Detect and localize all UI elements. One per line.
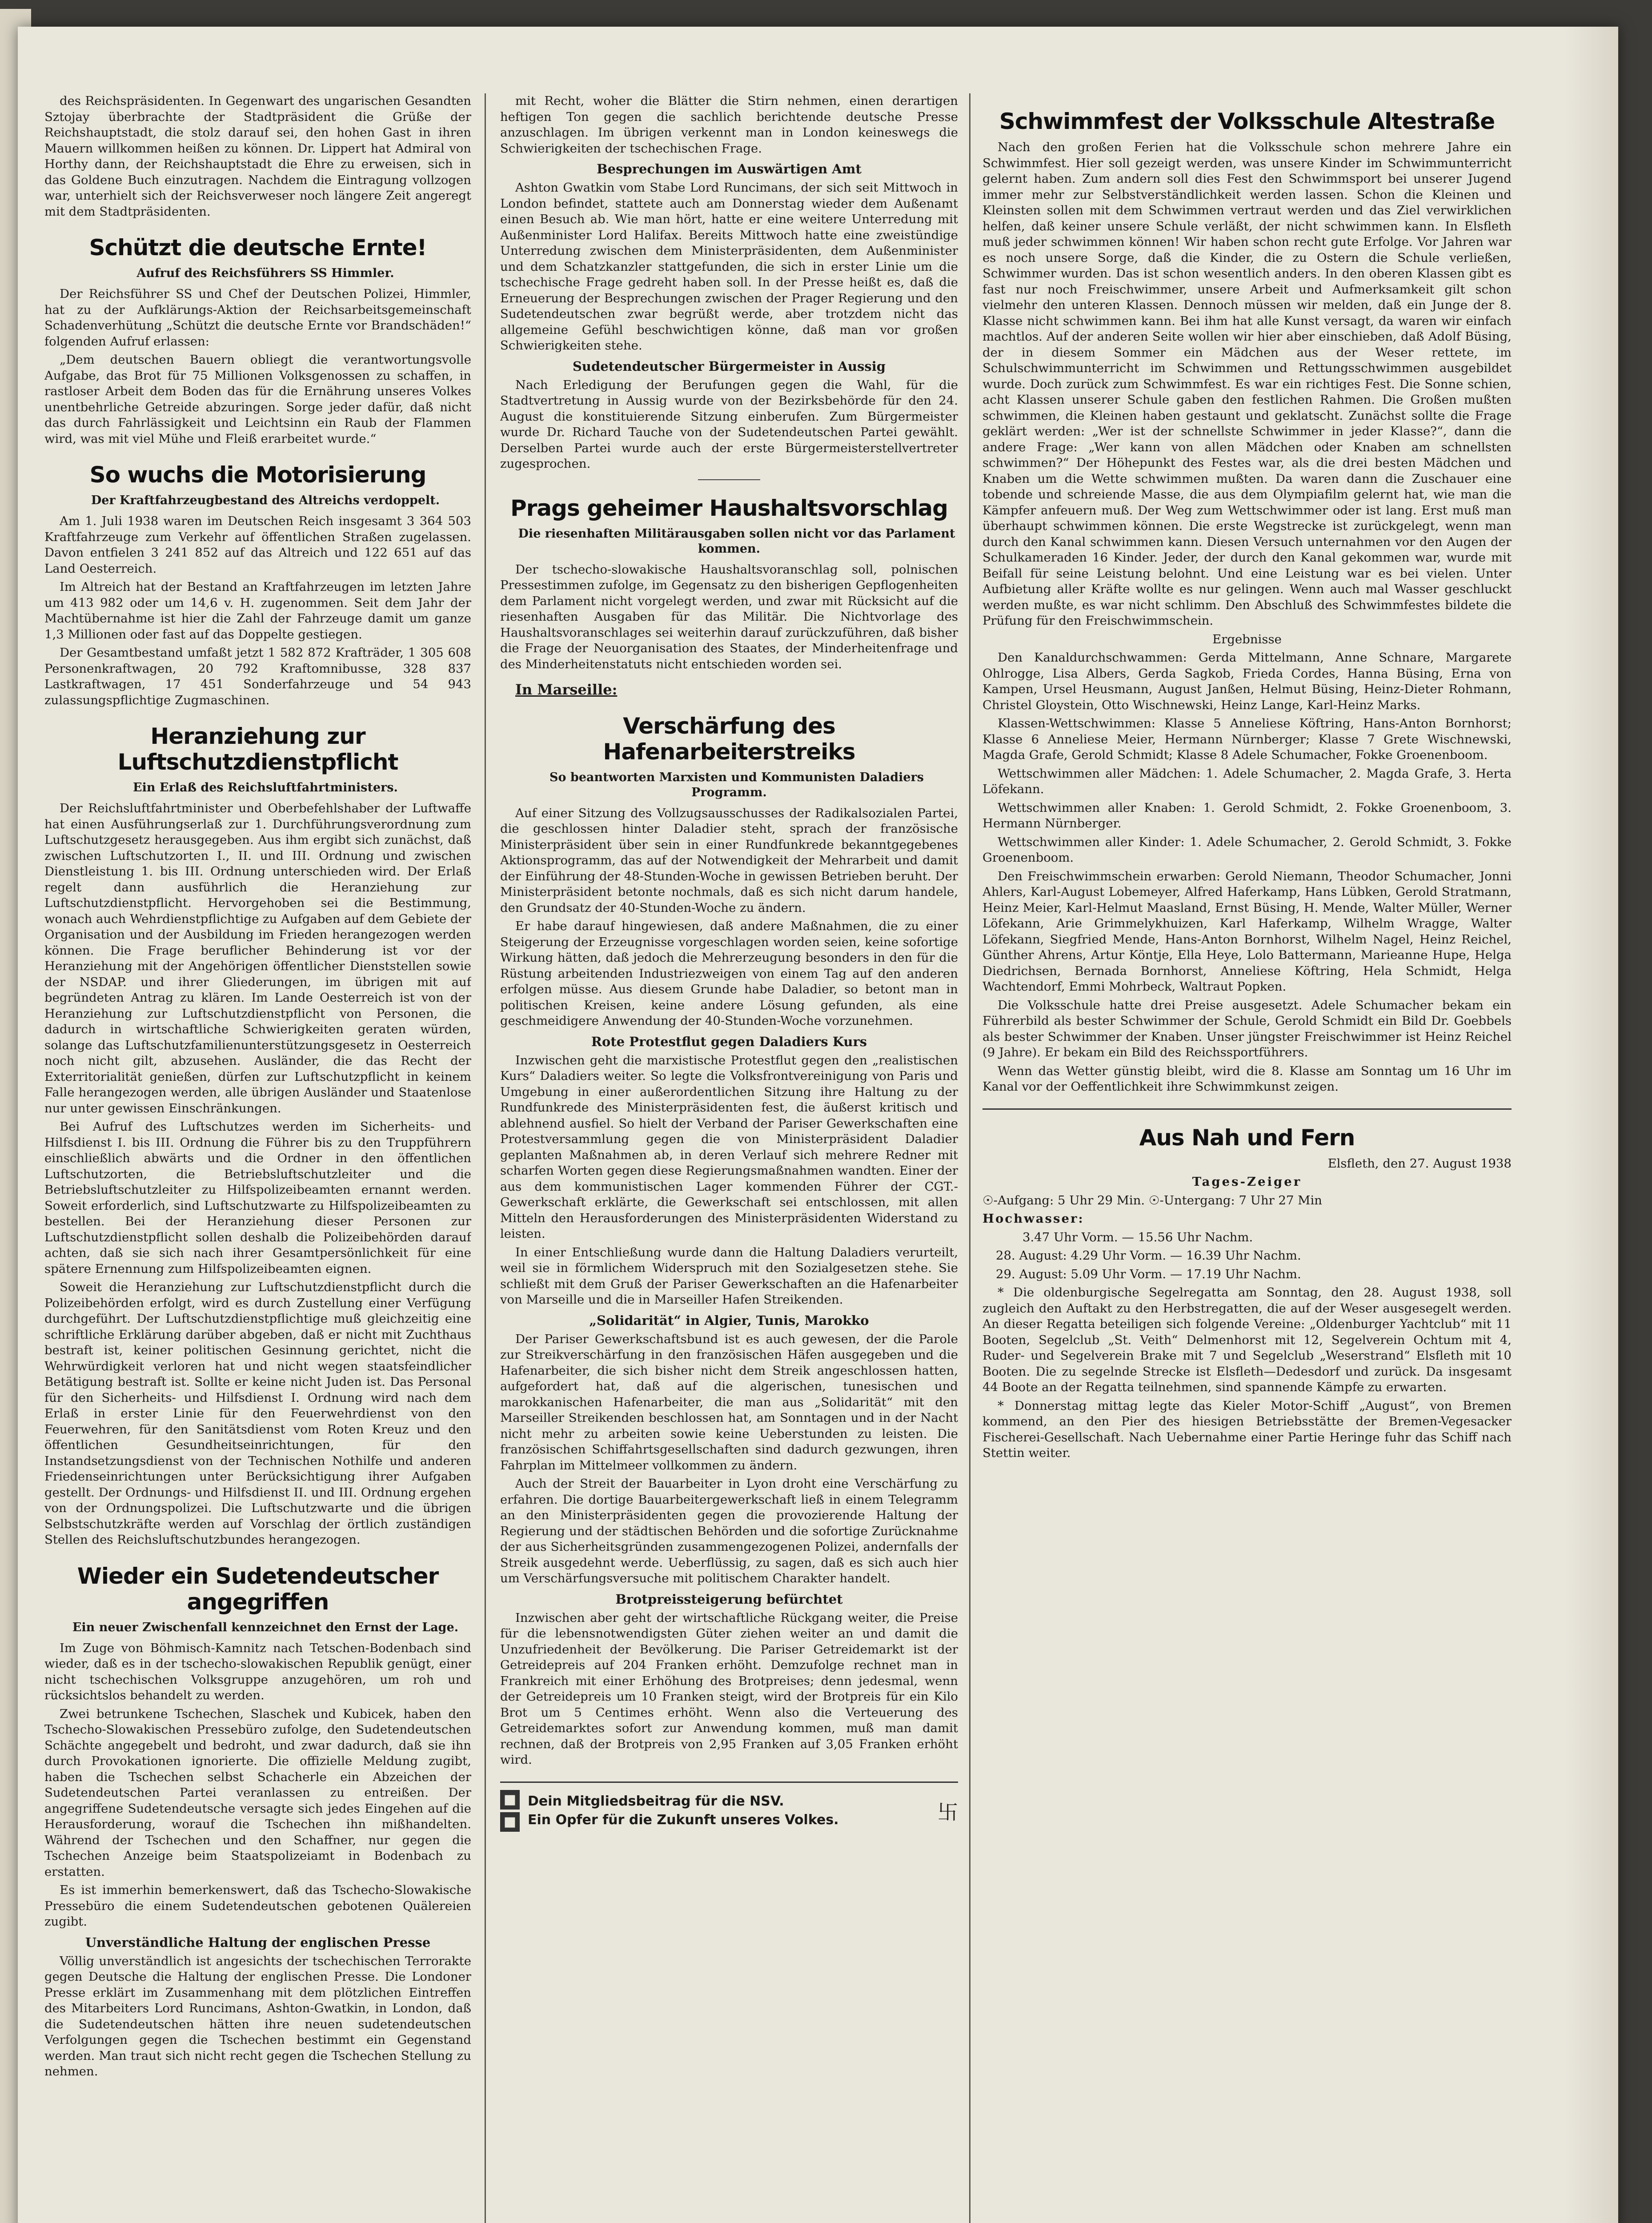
- article-paragraph: Völlig unverständlich ist angesichts der tschechischen Terrorakte gegen Deutsche die Haltung der englischen Presse. Die Londoner Presse erklärt im Zusammenhang mit dem plötzlichen Eintreffen des Mitarbeiters Lord Runcimans, Ashton-Gwatkin, in London, daß die Sudetendeutschen hätten ihre neuen sudetendeutschen Verfolgungen gegen die Tschechen bestimmt ein Gegenstand werden. Man traut sich nicht recht gegen die Tschechen Stellung zu nehmen.: [44, 1954, 471, 2079]
- square-mark-icon: ■: [500, 1790, 520, 1810]
- swastika-emblem-icon: 卐: [938, 1800, 958, 1824]
- article-subheadline: „Solidarität“ in Algier, Tunis, Marokko: [589, 1312, 869, 1328]
- article-paragraph: Wettschwimmen aller Mädchen: 1. Adele Schumacher, 2. Magda Grafe, 3. Herta Löfekann.: [982, 766, 1512, 796]
- tide-table: [982, 1193, 1512, 1283]
- article-headline: Prags geheimer Haushaltsvorschlag: [510, 495, 948, 521]
- sun-times: ☉-Aufgang: 5 Uhr 29 Min. ☉-Untergang: 7 Uhr 27 Min: [982, 1193, 1322, 1208]
- dateline: Elsfleth, den 27. August 1938: [1327, 1156, 1512, 1171]
- square-mark-icon: ■: [500, 1812, 520, 1832]
- article-paragraph: Der Gesamtbestand umfaßt jetzt 1 582 872 Krafträder, 1 305 608 Personenkraftwagen, 20 792 Kraftomnibusse, 328 837 Lastkraftwagen, 17 451 Sonderfahrzeuge und 54 943 zulassungspflichtige Zugmaschinen.: [44, 646, 471, 707]
- article-paragraph: Auch der Streit der Bauarbeiter in Lyon droht eine Verschärfung zu erfahren. Die dortige Bauarbeitergewerkschaft ließ in einem Telegramm an den Ministerpräsidenten gegen die provozierende Haltung der Regierung und der städtischen Behörden und die sofortige Zurücknahme der aus Sicherheitsgründen zusammengezogenen Polizei, andernfalls der Streik ausgedehnt werde. Ueberflüssig, zu sagen, daß es sich auch hier um Verschärfungsversuche mit politischem Charakter handelt.: [500, 1477, 958, 1585]
- article-separator: [698, 479, 760, 480]
- article-headline: Wieder ein Sudetendeutscher angegriffen: [77, 1563, 439, 1615]
- article-paragraph: Zwei betrunkene Tschechen, Slaschek und Kubicek, haben den Tschecho-Slowakischen Pressebüro zufolge, den Sudetendeutschen Schächte angegebelt und bedroht, und zwar dadurch, daß sie ihn durch Provokationen ignorierte. Die offizielle Meldung zugibt, haben die Tschechen selbst Schacherle ein Abzeichen der Sudetendeutschen Partei veranlassen zu entreißen. Der angegriffene Sudetendeutsche versagte sich jedes Eingehen auf die Herausforderung, worauf die Tschechen ihn mißhandelten. Während der Tschechen und den Schaffner, nur gegen die Tschechen Anzeige beim Staatspolizeiamt in Bodenbach zu erstatten.: [44, 1706, 471, 1879]
- article-deck: Der Kraftfahrzeugbestand des Altreichs verdoppelt.: [91, 494, 440, 507]
- article-subheadline: Rote Protestflut gegen Daladiers Kurs: [591, 1034, 867, 1049]
- article-paragraph: Wettschwimmen aller Kinder: 1. Adele Schumacher, 2. Gerold Schmidt, 3. Fokke Groenenboom.: [982, 835, 1512, 865]
- newspaper-page: [18, 27, 1618, 2223]
- article-paragraph: Den Freischwimmschein erwarben: Gerold Niemann, Theodor Schumacher, Jonni Ahlers, Karl-August Lobemeyer, Alfred Haferkamp, Hans Lübken, Gerold Stratmann, Heinz Meier, Karl-Helmut Maasland, Ernst Büsing, H. Mende, Walter Müller, Werner Löfekann, Arie Grimmelykhuizen, Karl Haferkamp, Wilhelm Wragge, Walter Löfekann, Siegfried Mende, Hans-Anton Bornhorst, Wilhelm Nagel, Heinz Reichel, Günther Ahrens, Artur Köntje, Ella Heye, Lolo Battermann, Marieanne Hupe, Helga Diedrichsen, Bernada Bornhorst, Anneliese Köftring, Hela Schmidt, Helga Wachtendorf, Emmi Mohrbeck, Waltraut Popken.: [982, 869, 1512, 994]
- article-subheadline: Brotpreissteigerung befürchtet: [615, 1591, 843, 1607]
- article-paragraph: Es ist immerhin bemerkenswert, daß das Tschecho-Slowakische Pressebüro die einem Sudetendeutschen gebotenen Quälereien zugibt.: [44, 1883, 471, 1929]
- article-headline: Schwimmfest der Volksschule Altestraße: [999, 108, 1495, 134]
- article-paragraph: In einer Entschließung wurde dann die Haltung Daladiers verurteilt, weil sie in förmlichem Widerspruch mit den Sozialgesetzen stehe. Sie schließt mit dem Gruß der Pariser Gewerkschaften an die Hafenarbeiter von Marseille und die in Marseiller Hafen Streikenden.: [500, 1245, 958, 1307]
- column-2: [500, 93, 958, 2223]
- article-paragraph: Ashton Gwatkin vom Stabe Lord Runcimans, der sich seit Mittwoch in London befindet, stattete auch am Donnerstag wieder dem Außenamt einen Besuch ab. Wie man hört, hatte er eine weitere Unterredung mit Außenminister Lord Halifax. Bereits Mittwoch hatte eine zweistündige Unterredung zwischen dem Ministerpräsidenten, dem Außenminister und dem Schatzkanzler stattgefunden, die sich in erster Linie um die tschechische Frage gedreht haben soll. In der Presse heißt es, daß die Erneuerung der Besprechungen zwischen der Prager Regierung und den Sudetendeutschen zwar begrüßt werde, aber trotzdem nicht das allgemeine Gefühl beschwichtigen könne, daß man vor großen Schwierigkeiten stehe.: [500, 181, 958, 353]
- article-deck: Ein neuer Zwischenfall kennzeichnet den Ernst der Lage.: [72, 1620, 459, 1634]
- article-paragraph: Er habe darauf hingewiesen, daß andere Maßnahmen, die zu einer Steigerung der Erzeugnisse vorgeschlagen worden seien, keine sofortige Wirkung hätten, daß jedoch die Mehrerzeugung besonders in den für die Rüstung arbeitenden Industriezweigen von einem Tag auf den anderen erfolgen müsse. Aus diesem Grunde habe Daladier, so betont man in politischen Kreisen, keine andere Lösung gefunden, als eine geschmeidigere Anwendung der 40-Stunden-Woche vorzunehmen.: [500, 919, 958, 1028]
- page-edge: [1565, 27, 1618, 2223]
- article-paragraph: Inzwischen aber geht der wirtschaftliche Rückgang weiter, die Preise für die lebensnotwendigsten Güter ziehen weiter an und damit die Unzufriedenheit der Bevölkerung. Die Pariser Getreidemarkt ist der Getreidepreis auf 204 Franken erhöht. Demzufolge rechnet man in Frankreich mit einer Erhöhung des Brotpreises; denn jedesmal, wenn der Getreidepreis um 10 Franken steigt, wird der Brotpreis für ein Kilo Brot um 5 Centimes erhöht. Wenn also die Verteuerung des Getreidemarktes sofort zur Anwendung kommen, muß man damit rechnen, daß der Brotpreis von 2,95 Franken auf 3,05 Franken erhöht wird.: [500, 1610, 958, 1767]
- article-paragraph: Nach den großen Ferien hat die Volksschule schon mehrere Jahre ein Schwimmfest. Hier soll gezeigt werden, was unsere Kinder im Schwimmunterricht gelernt haben. Zum andern soll dies Fest den Schwimmsport bei unserer Jugend immer mehr zur Selbstverständlichkeit werden lassen. Schon die Kleinen und Kleinsten sollen mit dem Schwimmen vertraut werden und das Ziel verwirklichen helfen, daß keiner unsere Schule verläßt, der nicht schwimmen kann. In Elsfleth muß jeder schwimmen können! Wir haben schon recht gute Erfolge. Vor Jahren war es noch unsere Sorge, daß die Kinder, die zu Ostern die Schule verließen, Schwimmer wurden. Das ist schon wesentlich anders. In den oberen Klassen gibt es fast nur noch Freischwimmer, unsere Arbeit und Aufmerksamkeit gilt schon vielmehr den unteren Klassen. Dennoch müssen wir melden, daß ein Junge der 8. Klasse nicht schwimmen kann. Bei ihm hat alle Kunst versagt, da waren wir einfach machtlos. Auf der anderen Seite wollen wir hier aber einschieben, daß Adolf Büsing, der in diesem Sommer ein Mädchen aus der Weser rettete, im Schulschwimmunterricht im Schwimmen und Rettungsschwimmen ausgebildet wurde. Doch zurück zum Schwimmfest. Es war ein richtiges Fest. Die Sonne schien, acht Klassen unserer Schule gaben den festlichen Rahmen. Die Großen mußten schwimmen, die Kleinen haben gestaunt und geklatscht. Zunächst sollte die Frage geklärt werden: „Wer ist der schnellste Schwimmer in jeder Klasse?“, dann die andere Frage: „Wer kann von allen Mädchen oder Knaben am schnellsten schwimmen?“ Der Höhepunkt des Festes war, als die drei besten Mädchen und Knaben um die Wette schwimmen mußten. Da waren dann die Zuschauer eine tobende und schreiende Masse, die aus dem Olympiafilm gelernt hat, wie man die Kämpfer anfeuern muß. Der Weg zum Wettschwimmer oder ist lang. Erst muß man überhaupt schwimmen können. Die erste Wegstrecke ist zurückgelegt, wenn man durch den Kanal schwimmen kann. Diesen Versuch unternahmen vor den Augen der Schulkameraden 16 Kinder. Jeder, der durch den Kanal gekommen war, wurde mit Beifall für seine Leistung belohnt. Und eine Leistung war es bei vielen. Unter Aufbietung aller Kräfte wollte es nur gelingen. Wenn auch mal Wasser geschluckt werden mußte, es war nicht schlimm. Den Abschluß des Schwimmfestes bildete die Prüfung für den Freischwimmschein.: [982, 140, 1512, 628]
- article-kicker: In Marseille:: [515, 681, 617, 698]
- nsv-ad-line-1: Dein Mitgliedsbeitrag für die NSV.: [528, 1793, 784, 1809]
- article-paragraph: Die Volksschule hatte drei Preise ausgesetzt. Adele Schumacher bekam ein Führerbild als bester Schwimmer der Schule, Gerold Schmidt ein Bild Dr. Goebbels als bester Schwimmer der Knaben. Unser jüngster Freischwimmer ist Heinz Reichel (9 Jahre). Er bekam ein Bild des Reichssportführers.: [982, 998, 1512, 1059]
- section-label: Ergebnisse: [1212, 632, 1282, 646]
- column-3: [982, 93, 1512, 2223]
- article-paragraph: Klassen-Wettschwimmen: Klasse 5 Anneliese Köftring, Hans-Anton Bornhorst; Klasse 6 Anneliese Meier, Hermann Nürnberger; Klasse 7 Grete Wischnewski, Magda Grafe, Gerold Schmidt; Klasse 8 Adele Schumacher, Fokke Groenenboom.: [982, 716, 1512, 762]
- tide-line: 3.47 Uhr Vorm. — 15.56 Uhr Nachm.: [1022, 1230, 1253, 1244]
- nsv-ad-line-2: Ein Opfer für die Zukunft unseres Volkes.: [528, 1812, 839, 1828]
- article-paragraph: Im Zuge von Böhmisch-Kamnitz nach Tetschen-Bodenbach sind wieder, daß es in der tschecho-slowakischen Republik genügt, einer nicht tschechischen Volksgruppe anzugehören, um roh und rücksichtslos behandelt zu werden.: [44, 1641, 471, 1702]
- article-deck: Aufruf des Reichsführers SS Himmler.: [136, 266, 394, 280]
- article-paragraph: Der Reichsführer SS und Chef der Deutschen Polizei, Himmler, hat zu der Aufklärungs-Aktion der Reichsarbeitsgemeinschaft Schadenverhütung „Schützt die deutsche Ernte vor Brandschäden!“ folgenden Aufruf erlassen:: [44, 287, 471, 349]
- article-paragraph: Den Kanaldurchschwammen: Gerda Mittelmann, Anne Schnare, Margarete Ohlrogge, Lisa Albers, Gerda Sagkob, Frieda Cordes, Hanna Büsing, Erna von Kampen, Ursel Heusmann, August Janßen, Helmut Büsing, Heinz-Dieter Rohmann, Christel Gloystein, Otto Wischnewski, Heinz Lange, Karl-Heinz Marks.: [982, 650, 1512, 712]
- daily-pointer-heading: Tages-Zeiger: [1192, 1175, 1302, 1189]
- high-water-heading: Hochwasser:: [982, 1212, 1084, 1226]
- section-divider: [982, 1108, 1512, 1110]
- article-paragraph: Bei Aufruf des Luftschutzes werden im Sicherheits- und Hilfsdienst I. bis III. Ordnung die Führer bis zu den Truppführern einschließlich abwärts und die Ordner in den öffentlichen Luftschutzorten, die Betriebsluftschutzleiter und die Betriebsluftschutzleiter zu Hilfspolizeibeamten ernannt werden. Soweit erforderlich, sind Luftschutzwarte zu Hilfspolizeibeamten zu bestellen. Bei der Heranziehung dieser Personen zur Luftschutzdienstpflicht sollen deshalb die Polizeibehörden darauf achten, daß sie sich nach ihrer Gesamtpersönlichkeit für eine spätere Ernennung zum Hilfspolizeibeamten eignen.: [44, 1120, 471, 1276]
- article-paragraph: Nach Erledigung der Berufungen gegen die Wahl, für die Stadtvertretung in Aussig wurde von der Bezirksbehörde für den 24. August die konstituierende Sitzung einberufen. Zum Bürgermeister wurde Dr. Richard Tauche von der Sudetendeutschen Partei gewählt. Derselben Partei wurde auch der erste Bürgermeisterstellvertreter zugesprochen.: [500, 377, 958, 471]
- column-rule: [969, 93, 970, 2223]
- article-headline: So wuchs die Motorisierung: [89, 462, 426, 488]
- local-news-item: * Die oldenburgische Segelregatta am Sonntag, den 28. August 1938, soll zugleich den Auftakt zu den Herbstregatten, die auf der Weser ausgesegelt werden. An dieser Regatta beteiligen sich folgende Vereine: „Oldenburger Yachtclub“ mit 11 Booten, Segelclub „St. Veith“ Delmenhorst mit 12, Segelverein Ochtum mit 4, Ruder- und Segelverein Brake mit 7 und Segelclub „Weserstrand“ Elsfleth mit 10 Booten. Die zu segelnde Strecke ist Elsfleth—Dedesdorf und zurück. Da insgesamt 44 Boote an der Regatta teilnehmen, sind spannende Kämpfe zu erwarten.: [982, 1285, 1512, 1394]
- article-headline: Heranziehung zur Luftschutzdienstpflicht: [117, 723, 398, 775]
- local-news-item: * Donnerstag mittag legte das Kieler Motor-Schiff „August“, von Bremen kommend, an den Pier des hiesigen Betriebsstätte der Bremen-Vegesacker Fischerei-Gesellschaft. Nach Uebernahme einer Partie Heringe fuhr das Schiff nach Stettin weiter.: [982, 1398, 1512, 1460]
- article-paragraph: Inzwischen geht die marxistische Protestflut gegen den „realistischen Kurs“ Daladiers weiter. So legte die Volksfrontvereinigung von Paris und Umgebung in einer außerordentlichen Sitzung ihre Haltung zu der Rundfunkrede des Ministerpräsidenten fest, die äußerst kritisch und ablehnend ausfiel. So hielt der Verband der Pariser Gewerkschaften eine Protestversammlung gegen die von Ministerpräsident Daladier geplanten Maßnahmen ab, in deren Verlauf sich mehrere Redner mit scharfen Worten gegen diese Regierungsmaßnahmen wandten. Einer der aus dem kommunistischen Lager kommenden Führer der CGT.-Gewerkschaft erklärte, die Gewerkschaft sei entschlossen, mit allen Mitteln den Herausforderungen des Ministerpräsidenten Widerstand zu leisten.: [500, 1053, 958, 1241]
- column-rule: [485, 93, 486, 2223]
- column-3-articles: [982, 108, 1512, 1095]
- article-paragraph: des Reichspräsidenten. In Gegenwart des ungarischen Gesandten Sztojay überbrachte der Stadtpräsident die Grüße der Reichshauptstadt, die stolz darauf sei, den hohen Gast in ihren Mauern willkommen heißen zu können. Dr. Lippert hat Admiral von Horthy dann, der Reichshauptstadt die Ehre zu erweisen, sich in das Goldene Buch einzutragen. Nachdem die Eintragung vollzogen war, unterhielt sich der Reichsverweser noch längere Zeit angeregt mit dem Stadtpräsidenten.: [44, 94, 471, 219]
- article-paragraph: Auf einer Sitzung des Vollzugsausschusses der Radikalsozialen Partei, die geschlossen hinter Daladier steht, sprach der französische Ministerpräsident über sein in einer Rundfunkrede bekanntgegebenes Aktionsprogramm, das auf der Notwendigkeit der Mehrarbeit und damit der Einführung der 48-Stunden-Woche in gewissen Betrieben beruht. Der Ministerpräsident betonte nochmals, daß es sich nicht darum handele, den Grundsatz der 40-Stunden-Woche zu ändern.: [500, 806, 958, 915]
- article-paragraph: Im Altreich hat der Bestand an Kraftfahrzeugen im letzten Jahre um 413 982 oder um 14,6 v. H. zugenommen. Seit dem Jahr der Machtübernahme ist hier die Zahl der Fahrzeuge damit um ganze 1,3 Millionen oder fast auf das Doppelte gestiegen.: [44, 580, 471, 642]
- nsv-ad-marks: [500, 1790, 520, 1832]
- article-deck: Die riesenhaften Militärausgaben sollen nicht vor das Parlament kommen.: [518, 526, 955, 556]
- article-paragraph: mit Recht, woher die Blätter die Stirn nehmen, einen derartigen heftigen Ton gegen die sachlich berichtende deutsche Presse anzuschlagen. Im übrigen verkennt man in London keineswegs die Schwierigkeiten der tschechischen Frage.: [500, 94, 958, 156]
- column-2-articles: [500, 93, 958, 1768]
- article-headline: Verschärfung des Hafenarbeiterstreiks: [603, 713, 855, 765]
- article-paragraph: Der tschecho-slowakische Haushaltsvoranschlag soll, polnischen Pressestimmen zufolge, im Gegensatz zu den bisherigen Gepflogenheiten dem Parlament nicht vorgelegt werden, und zwar mit Rücksicht auf die riesenhaften Ausgaben für das Militär. Die Nichtvorlage des Haushaltsvoranschlages sei weiterhin darauf zurückzuführen, daß bisher die Frage der Neuorganisation des Staates, der Minderheitenfrage und des Minderheitenstatuts nicht entschieden worden sei.: [500, 562, 958, 671]
- article-subheadline: Besprechungen im Auswärtigen Amt: [597, 161, 862, 177]
- article-deck: So beantworten Marxisten und Kommunisten Daladiers Programm.: [549, 770, 924, 799]
- article-headline: Schützt die deutsche Ernte!: [89, 235, 427, 261]
- article-deck: Ein Erlaß des Reichsluftfahrtministers.: [133, 781, 398, 795]
- local-news-title: Aus Nah und Fern: [1139, 1124, 1355, 1151]
- nsv-advertisement: [500, 1782, 958, 1832]
- article-subheadline: Sudetendeutscher Bürgermeister in Aussig: [572, 358, 886, 374]
- article-paragraph: Wettschwimmen aller Knaben: 1. Gerold Schmidt, 2. Fokke Groenenboom, 3. Hermann Nürnberger.: [982, 800, 1512, 831]
- article-paragraph: Wenn das Wetter günstig bleibt, wird die 8. Klasse am Sonntag um 16 Uhr im Kanal vor der Oeffentlichkeit ihre Schwimmkunst zeigen.: [982, 1063, 1512, 1094]
- tide-line: 29. August: 5.09 Uhr Vorm. — 17.19 Uhr Nachm.: [996, 1267, 1301, 1281]
- nsv-ad-text: [528, 1792, 839, 1830]
- column-1: [44, 93, 471, 2223]
- article-paragraph: Am 1. Juli 1938 waren im Deutschen Reich insgesamt 3 364 503 Kraftfahrzeuge zum Verkehr auf öffentlichen Straßen zugelassen. Davon entfielen 3 241 852 auf das Altreich und 122 651 auf das Land Oesterreich.: [44, 514, 471, 576]
- article-paragraph: Soweit die Heranziehung zur Luftschutzdienstpflicht durch die Polizeibehörden erfolgt, wird es durch Zustellung einer Verfügung durchgeführt. Der Luftschutzdienstpflichtige muß gleichzeitig eine schriftliche Erklärung darüber abgeben, daß er nicht mit Zuchthaus bestraft ist, keiner politischen Gesinnung gerichtet, nicht die Wehrwürdigkeit verloren hat und nicht wegen staatsfeindlicher Betätigung bestraft ist. Sollte er keine nicht Juden ist. Das Personal für den Sicherheits- und Hilfsdienst I. Ordnung wird nach dem Erlaß in erster Linie für den Feuerwehrdienst von den Feuerwehren, für den Sanitätsdienst vom Roten Kreuz und den öffentlichen Gesundheitseinrichtungen, für den Instandsetzungsdienst von der Technischen Nothilfe und anderen Friedenseinrichtungen unter Berücksichtigung ihrer Aufgaben gestellt. Der Ordnungs- und Hilfsdienst II. und III. Ordnung ergehen von der Ordnungspolizei. Die Luftschutzwarte und die übrigen Selbstschutzkräfte werden auf Vorschlag der örtlich zuständigen Stellen des Reichsluftschutzbundes herangezogen.: [44, 1280, 471, 1547]
- tide-line: 28. August: 4.29 Uhr Vorm. — 16.39 Uhr Nachm.: [996, 1248, 1301, 1263]
- article-paragraph: Der Pariser Gewerkschaftsbund ist es auch gewesen, der die Parole zur Streikverschärfung in den französischen Häfen ausgegeben und die Hafenarbeiter, die sich bisher nicht dem Streik angeschlossen hatten, aufgefordert hat, daß auf die algerischen, tunesischen und marokkanischen Hafenarbeiter, die man aus „Solidarität“ mit den Marseiller Streikenden beschlossen hat, am Sonntagen und in der Nacht nicht mehr zu arbeiten sowie keine Ueberstunden zu leisten. Die französischen Schiffahrtsgesellschaften sind dadurch gezwungen, ihren Fahrplan im Mittelmeer vollkommen zu ändern.: [500, 1332, 958, 1473]
- article-paragraph: „Dem deutschen Bauern obliegt die verantwortungsvolle Aufgabe, das Brot für 75 Millionen Volksgenossen zu schaffen, in rastloser Arbeit dem Boden das für die Ernährung unseres Volkes unentbehrliche Getreide abzuringen. Sorge jeder dafür, daß nicht das durch Fahrlässigkeit und Leichtsinn ein Raub der Flammen wird, was mit viel Mühe und Fleiß erarbeitet wurde.“: [44, 353, 471, 446]
- article-paragraph: Der Reichsluftfahrtminister und Oberbefehlshaber der Luftwaffe hat einen Ausführungserlaß zur 1. Durchführungsverordnung zum Luftschutzgesetz herausgegeben. Aus ihm ergibt sich zunächst, daß zwischen Luftschutzorten I., II. und III. Ordnung und zwischen Dienstleistung 1. bis III. Ordnung unterschieden wird. Der Erlaß regelt dann ausführlich die Heranziehung zur Luftschutzdienstpflicht. Hervorgehoben sei die Bestimmung, wonach auch Wehrdienstpflichtige zu Aufgaben auf dem Gebiete der Organisation und der Ausbildung im Frieden herangezogen werden können. Die Frage beruflicher Behinderung ist vor der Heranziehung mit der Angehörigen öffentlicher Dienststellen sowie der NSDAP. und ihrer Gliederungen, im übrigen mit auf begründeten Antrag zu klären. Im Lande Oesterreich ist von der Heranziehung zur Luftschutzdienstpflicht von Personen, die dadurch in wirtschaftliche Schwierigkeiten geraten würden, solange das Luftschutzfamilienunterstützungsgesetz in Oesterreich noch nicht gilt, abzusehen. Ausländer, die das Recht der Exterritorialität genießen, dürfen zur Luftschutzpflicht in keinem Falle herangezogen werden, alle übrigen Ausländer und Staatenlose nur unter gewissen Einschränkungen.: [44, 801, 471, 1116]
- article-subheadline: Unverständliche Haltung der englischen Presse: [85, 1934, 431, 1950]
